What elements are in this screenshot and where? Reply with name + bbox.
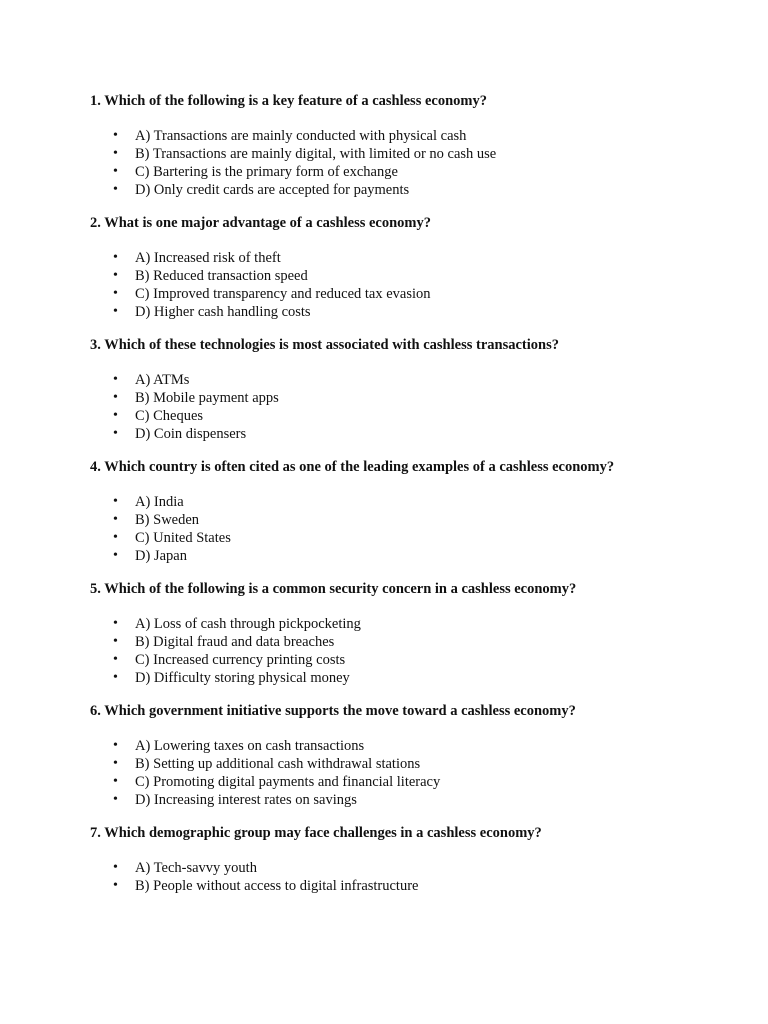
- bullet-icon: •: [113, 268, 118, 283]
- bullet-icon: •: [113, 164, 118, 179]
- bullet-icon: •: [113, 792, 118, 807]
- bullet-icon: •: [113, 548, 118, 563]
- option-item: [113, 529, 730, 547]
- question-4: [90, 458, 730, 565]
- option-text: D) Japan: [135, 548, 187, 564]
- option-text: B) Transactions are mainly digital, with limited or no cash use: [135, 146, 497, 162]
- option-list: [90, 859, 730, 895]
- option-list: [90, 737, 730, 809]
- option-item: [113, 285, 730, 303]
- bullet-icon: •: [113, 426, 118, 441]
- option-text: A) ATMs: [135, 372, 190, 388]
- bullet-icon: •: [113, 652, 118, 667]
- option-text: C) Promoting digital payments and financial literacy: [135, 774, 441, 790]
- option-list: [90, 249, 730, 321]
- option-text: C) Increased currency printing costs: [135, 652, 346, 668]
- bullet-icon: •: [113, 286, 118, 301]
- bullet-icon: •: [113, 774, 118, 789]
- bullet-icon: •: [113, 530, 118, 545]
- option-text: B) Sweden: [135, 512, 200, 528]
- question-1: [90, 92, 730, 199]
- bullet-icon: •: [113, 304, 118, 319]
- bullet-icon: •: [113, 512, 118, 527]
- option-item: [113, 737, 730, 755]
- question-title: 7. Which demographic group may face challenges in a cashless economy?: [90, 825, 542, 841]
- bullet-icon: •: [113, 372, 118, 387]
- bullet-icon: •: [113, 616, 118, 631]
- bullet-icon: •: [113, 738, 118, 753]
- option-text: A) Increased risk of theft: [135, 250, 281, 266]
- bullet-icon: •: [113, 128, 118, 143]
- question-title: 6. Which government initiative supports the move toward a cashless economy?: [90, 703, 576, 719]
- bullet-icon: •: [113, 756, 118, 771]
- option-item: [113, 669, 730, 687]
- bullet-icon: •: [113, 494, 118, 509]
- option-list: [90, 615, 730, 687]
- question-title: 4. Which country is often cited as one of the leading examples of a cashless economy?: [90, 459, 615, 475]
- bullet-icon: •: [113, 878, 118, 893]
- option-text: B) Reduced transaction speed: [135, 268, 308, 284]
- bullet-icon: •: [113, 408, 118, 423]
- question-6: [90, 702, 730, 809]
- question-3: [90, 336, 730, 443]
- option-item: [113, 407, 730, 425]
- option-item: [113, 755, 730, 773]
- option-text: D) Higher cash handling costs: [135, 304, 311, 320]
- option-text: B) Mobile payment apps: [135, 390, 279, 406]
- option-text: A) Transactions are mainly conducted with physical cash: [135, 128, 467, 144]
- question-7: [90, 824, 730, 895]
- option-text: A) Loss of cash through pickpocketing: [135, 616, 361, 632]
- question-2: [90, 214, 730, 321]
- option-item: [113, 511, 730, 529]
- bullet-icon: •: [113, 182, 118, 197]
- option-text: C) United States: [135, 530, 231, 546]
- option-list: [90, 493, 730, 565]
- option-item: [113, 249, 730, 267]
- option-text: D) Increasing interest rates on savings: [135, 792, 357, 808]
- option-text: C) Bartering is the primary form of exchange: [135, 164, 398, 180]
- option-item: [113, 773, 730, 791]
- bullet-icon: •: [113, 860, 118, 875]
- option-item: [113, 163, 730, 181]
- option-item: [113, 791, 730, 809]
- option-text: D) Coin dispensers: [135, 426, 247, 442]
- option-item: [113, 493, 730, 511]
- option-text: A) India: [135, 494, 184, 510]
- option-item: [113, 859, 730, 877]
- option-item: [113, 267, 730, 285]
- option-item: [113, 303, 730, 321]
- option-item: [113, 615, 730, 633]
- option-item: [113, 181, 730, 199]
- option-item: [113, 877, 730, 895]
- option-item: [113, 127, 730, 145]
- quiz-document: [90, 92, 730, 910]
- option-item: [113, 425, 730, 443]
- option-text: C) Improved transparency and reduced tax evasion: [135, 286, 431, 302]
- option-item: [113, 651, 730, 669]
- option-text: A) Lowering taxes on cash transactions: [135, 738, 365, 754]
- option-text: C) Cheques: [135, 408, 204, 424]
- option-text: D) Difficulty storing physical money: [135, 670, 350, 686]
- bullet-icon: •: [113, 670, 118, 685]
- option-item: [113, 633, 730, 651]
- option-text: A) Tech-savvy youth: [135, 860, 257, 876]
- question-title: 1. Which of the following is a key feature of a cashless economy?: [90, 93, 487, 109]
- option-item: [113, 547, 730, 565]
- option-item: [113, 371, 730, 389]
- bullet-icon: •: [113, 390, 118, 405]
- option-item: [113, 145, 730, 163]
- bullet-icon: •: [113, 634, 118, 649]
- bullet-icon: •: [113, 146, 118, 161]
- question-title: 2. What is one major advantage of a cashless economy?: [90, 215, 432, 231]
- question-title: 3. Which of these technologies is most associated with cashless transactions?: [90, 337, 559, 353]
- option-text: D) Only credit cards are accepted for payments: [135, 182, 410, 198]
- question-title: 5. Which of the following is a common security concern in a cashless economy?: [90, 581, 577, 597]
- option-item: [113, 389, 730, 407]
- option-list: [90, 127, 730, 199]
- option-text: B) Digital fraud and data breaches: [135, 634, 335, 650]
- option-list: [90, 371, 730, 443]
- option-text: B) Setting up additional cash withdrawal stations: [135, 756, 421, 772]
- option-text: B) People without access to digital infrastructure: [135, 878, 419, 894]
- question-5: [90, 580, 730, 687]
- bullet-icon: •: [113, 250, 118, 265]
